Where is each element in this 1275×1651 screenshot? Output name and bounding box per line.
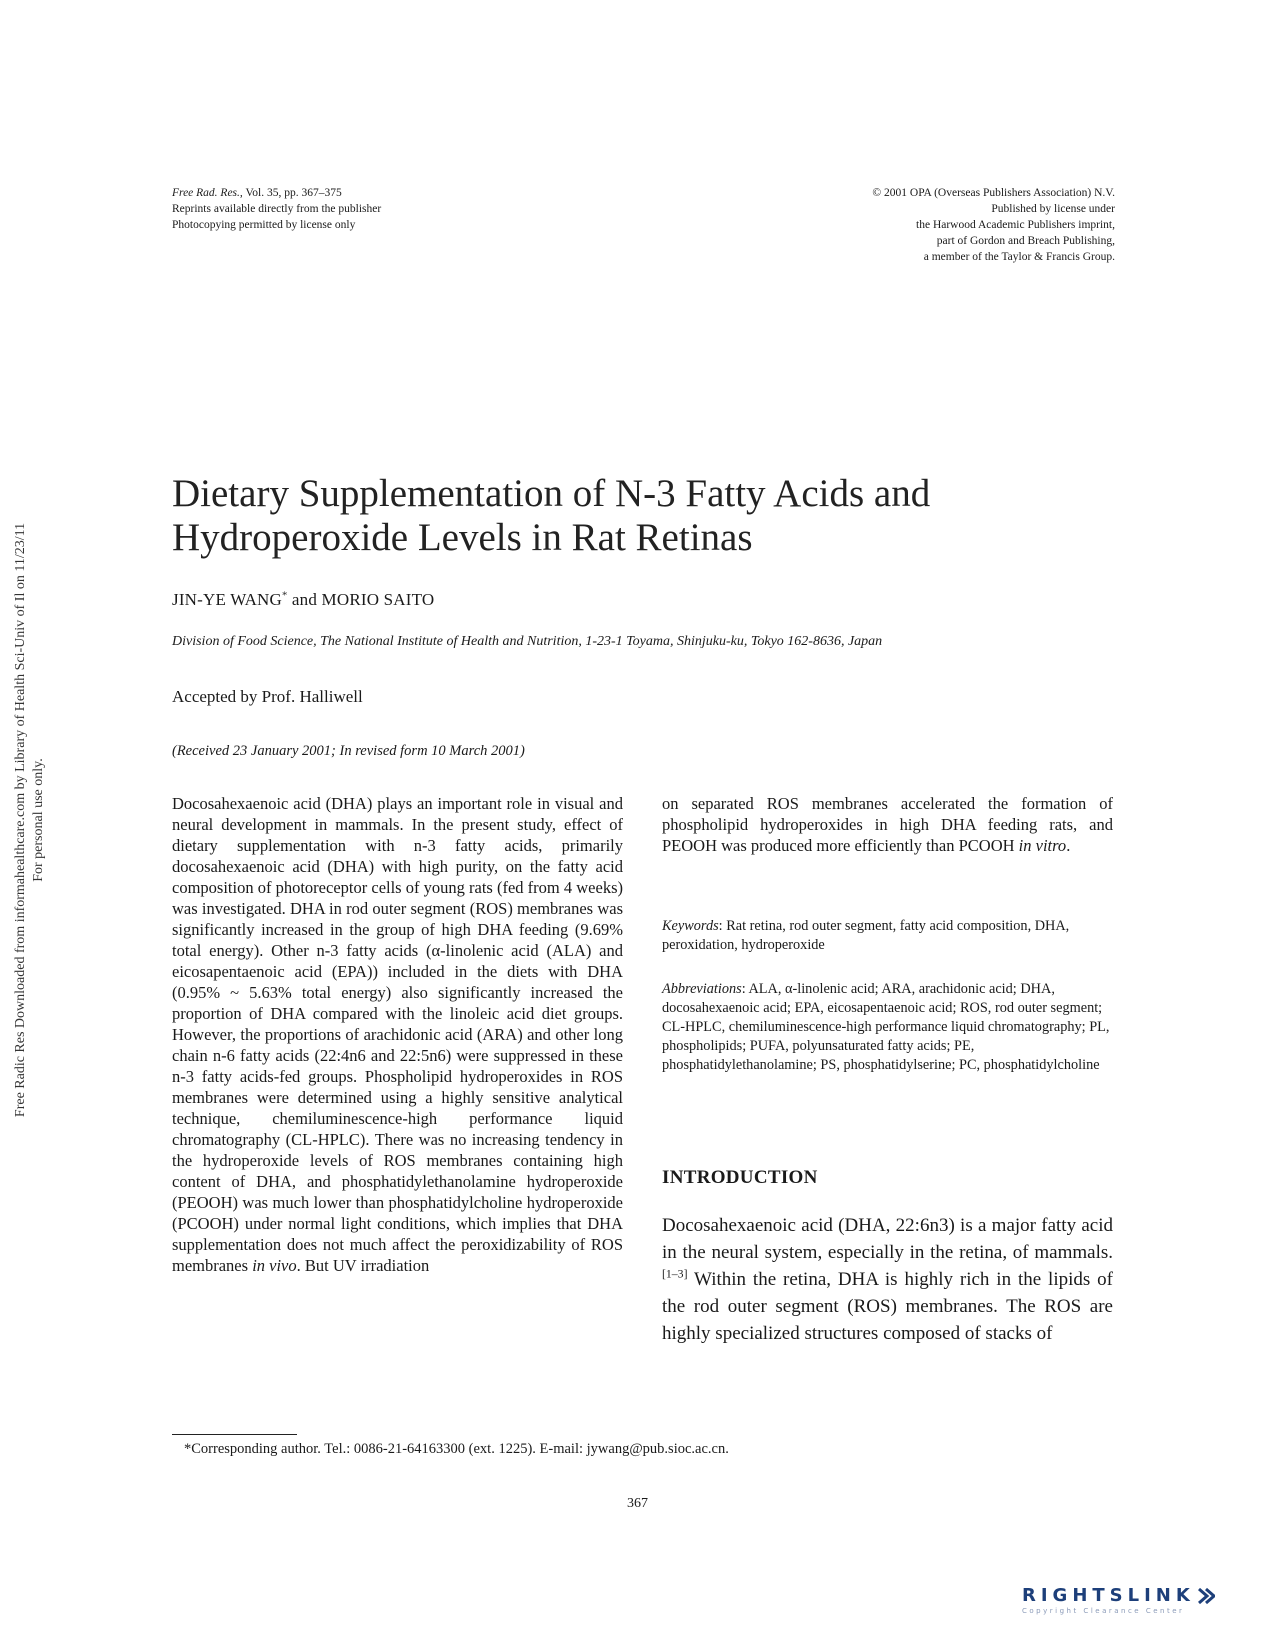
page-number: 367 (627, 1496, 648, 1511)
download-stamp-line-1: Free Radic Res Downloaded from informahealthcare.com by Library of Health Sci-Univ of Il on 11/23/11 (13, 522, 28, 1118)
abstract-in-vitro: in vitro (1018, 836, 1067, 855)
abstract-cont-text-2: . (1066, 836, 1071, 855)
introduction-body (662, 1212, 1113, 1347)
received-dates: (Received 23 January 2001; In revised form 10 March 2001) (172, 743, 525, 759)
footnote-rule (172, 1434, 297, 1435)
copyright-line-3: the Harwood Academic Publishers imprint, (916, 219, 1115, 231)
abstract-text-2: . But UV irradiation (296, 1256, 430, 1275)
abbreviations-text: : ALA, α-linolenic acid; ARA, arachidonic acid; DHA, docosahexaenoic acid; EPA, eicosapentaenoic acid; ROS, rod outer segment; CL-HPLC, chemiluminescence-high performance liquid chromatography; PL, phospholipids; PUFA, polyunsaturated fatty acids; PE, phosphatidylethanolamine; PS, phosphatidylserine; PC, phosphatidylcholine (662, 981, 1110, 1073)
download-stamp (0, 0, 60, 1651)
abstract-left-column (172, 793, 623, 1276)
introduction-heading: INTRODUCTION (662, 1167, 818, 1188)
copyright-notice (700, 185, 1115, 265)
rightslink-chevron-icon (1195, 1587, 1215, 1605)
copyright-line-5: a member of the Taylor & Francis Group. (923, 251, 1115, 263)
author-first: JIN-YE WANG (172, 590, 283, 609)
rightslink-wordmark-text: RIGHTSLINK (1022, 1585, 1195, 1606)
abbreviations-label: Abbreviations (662, 981, 742, 997)
copyright-line-2: Published by license under (991, 203, 1115, 215)
keywords-label: Keywords (662, 918, 719, 934)
introduction-text-1: Docosahexaenoic acid (DHA, 22:6n3) is a major fatty acid in the neural system, especially in the retina, of mammals. (662, 1215, 1113, 1263)
affiliation: Division of Food Science, The National Institute of Health and Nutrition, 1-23-1 Toyama, Shinjuku-ku, Tokyo 162-8636, Japan (172, 634, 883, 649)
rightslink-subtitle: Copyright Clearance Center (1022, 1607, 1185, 1615)
paper-title (172, 472, 1072, 560)
volume-pages: Vol. 35, pp. 367–375 (242, 187, 342, 199)
abstract-in-vivo: in vivo (252, 1256, 297, 1275)
abstract-cont-text-1: on separated ROS membranes accelerated the formation of phospholipid hydroperoxides in high DHA feeding rats, and PEOOH was produced more efficiently than PCOOH (662, 794, 1113, 855)
download-stamp-line-2: For personal use only. (31, 758, 46, 882)
citation-line-1 (172, 185, 532, 201)
corresponding-author-mark: * (282, 590, 288, 602)
journal-citation (172, 185, 532, 233)
abstract-text-1: Docosahexaenoic acid (DHA) plays an important role in visual and neural development in mammals. In the present study, effect of dietary supplementation with n-3 fatty acids, primarily docosahexaenoic acid (DHA) with high purity, on the fatty acid composition of photoreceptor cells of young rats (fed from 4 weeks) was investigated. DHA in rod outer segment (ROS) membranes was significantly increased in the group of high DHA feeding (9.69% total energy). Other n-3 fatty acids (α-linolenic acid (ALA) and eicosapentaenoic acid (EPA)) included in the diets with DHA (0.95% ~ 5.63% total energy) also significantly increased the proportion of DHA compared with the linoleic acid diet groups. However, the proportions of arachidonic acid (ARA) and other long chain n-6 fatty acids (22:4n6 and 22:5n6) were suppressed in these n-3 fatty acids-fed groups. Phospholipid hydroperoxides in ROS membranes were determined using a highly sensitive analytical technique, chemiluminescence-high performance liquid chromatography (CL-HPLC). There was no increasing tendency in the hydroperoxide levels of ROS membranes containing high content of DHA, and phosphatidylethanolamine hydroperoxide (PEOOH) was much lower than phosphatidylcholine hydroperoxide (PCOOH) under normal light conditions, which implies that DHA supplementation does not much affect the peroxidizability of ROS membranes (172, 794, 623, 1275)
citation-line-3: Photocopying permitted by license only (172, 219, 356, 231)
keywords-block (662, 917, 1113, 955)
copyright-line-1: © 2001 OPA (Overseas Publishers Association) N.V. (872, 187, 1115, 199)
rightslink-wordmark (1022, 1585, 1215, 1606)
author-list (172, 590, 434, 610)
author-rest: and MORIO SAITO (287, 590, 435, 609)
journal-name: Free Rad. Res., (172, 187, 243, 199)
citation-line-2: Reprints available directly from the publisher (172, 203, 382, 215)
abstract-right-column (662, 793, 1113, 856)
introduction-text-2: Within the retina, DHA is highly rich in the lipids of the rod outer segment (ROS) membranes. The ROS are highly specialized structures composed of stacks of (662, 1269, 1113, 1344)
citation-reference: [1–3] (662, 1267, 688, 1281)
abbreviations-block (662, 980, 1113, 1075)
download-stamp-text (12, 523, 48, 1117)
rightslink-logo (1022, 1585, 1252, 1625)
keywords-text: : Rat retina, rod outer segment, fatty acid composition, DHA, peroxidation, hydroperoxide (662, 918, 1070, 953)
accepted-by: Accepted by Prof. Halliwell (172, 687, 363, 706)
paper-title-line-1: Dietary Supplementation of N-3 Fatty Acids and (172, 472, 931, 515)
paper-title-line-2: Hydroperoxide Levels in Rat Retinas (172, 516, 753, 559)
copyright-line-4: part of Gordon and Breach Publishing, (936, 235, 1115, 247)
corresponding-author-footnote: *Corresponding author. Tel.: 0086-21-64163300 (ext. 1225). E-mail: jywang@pub.sioc.ac.cn. (184, 1441, 729, 1457)
